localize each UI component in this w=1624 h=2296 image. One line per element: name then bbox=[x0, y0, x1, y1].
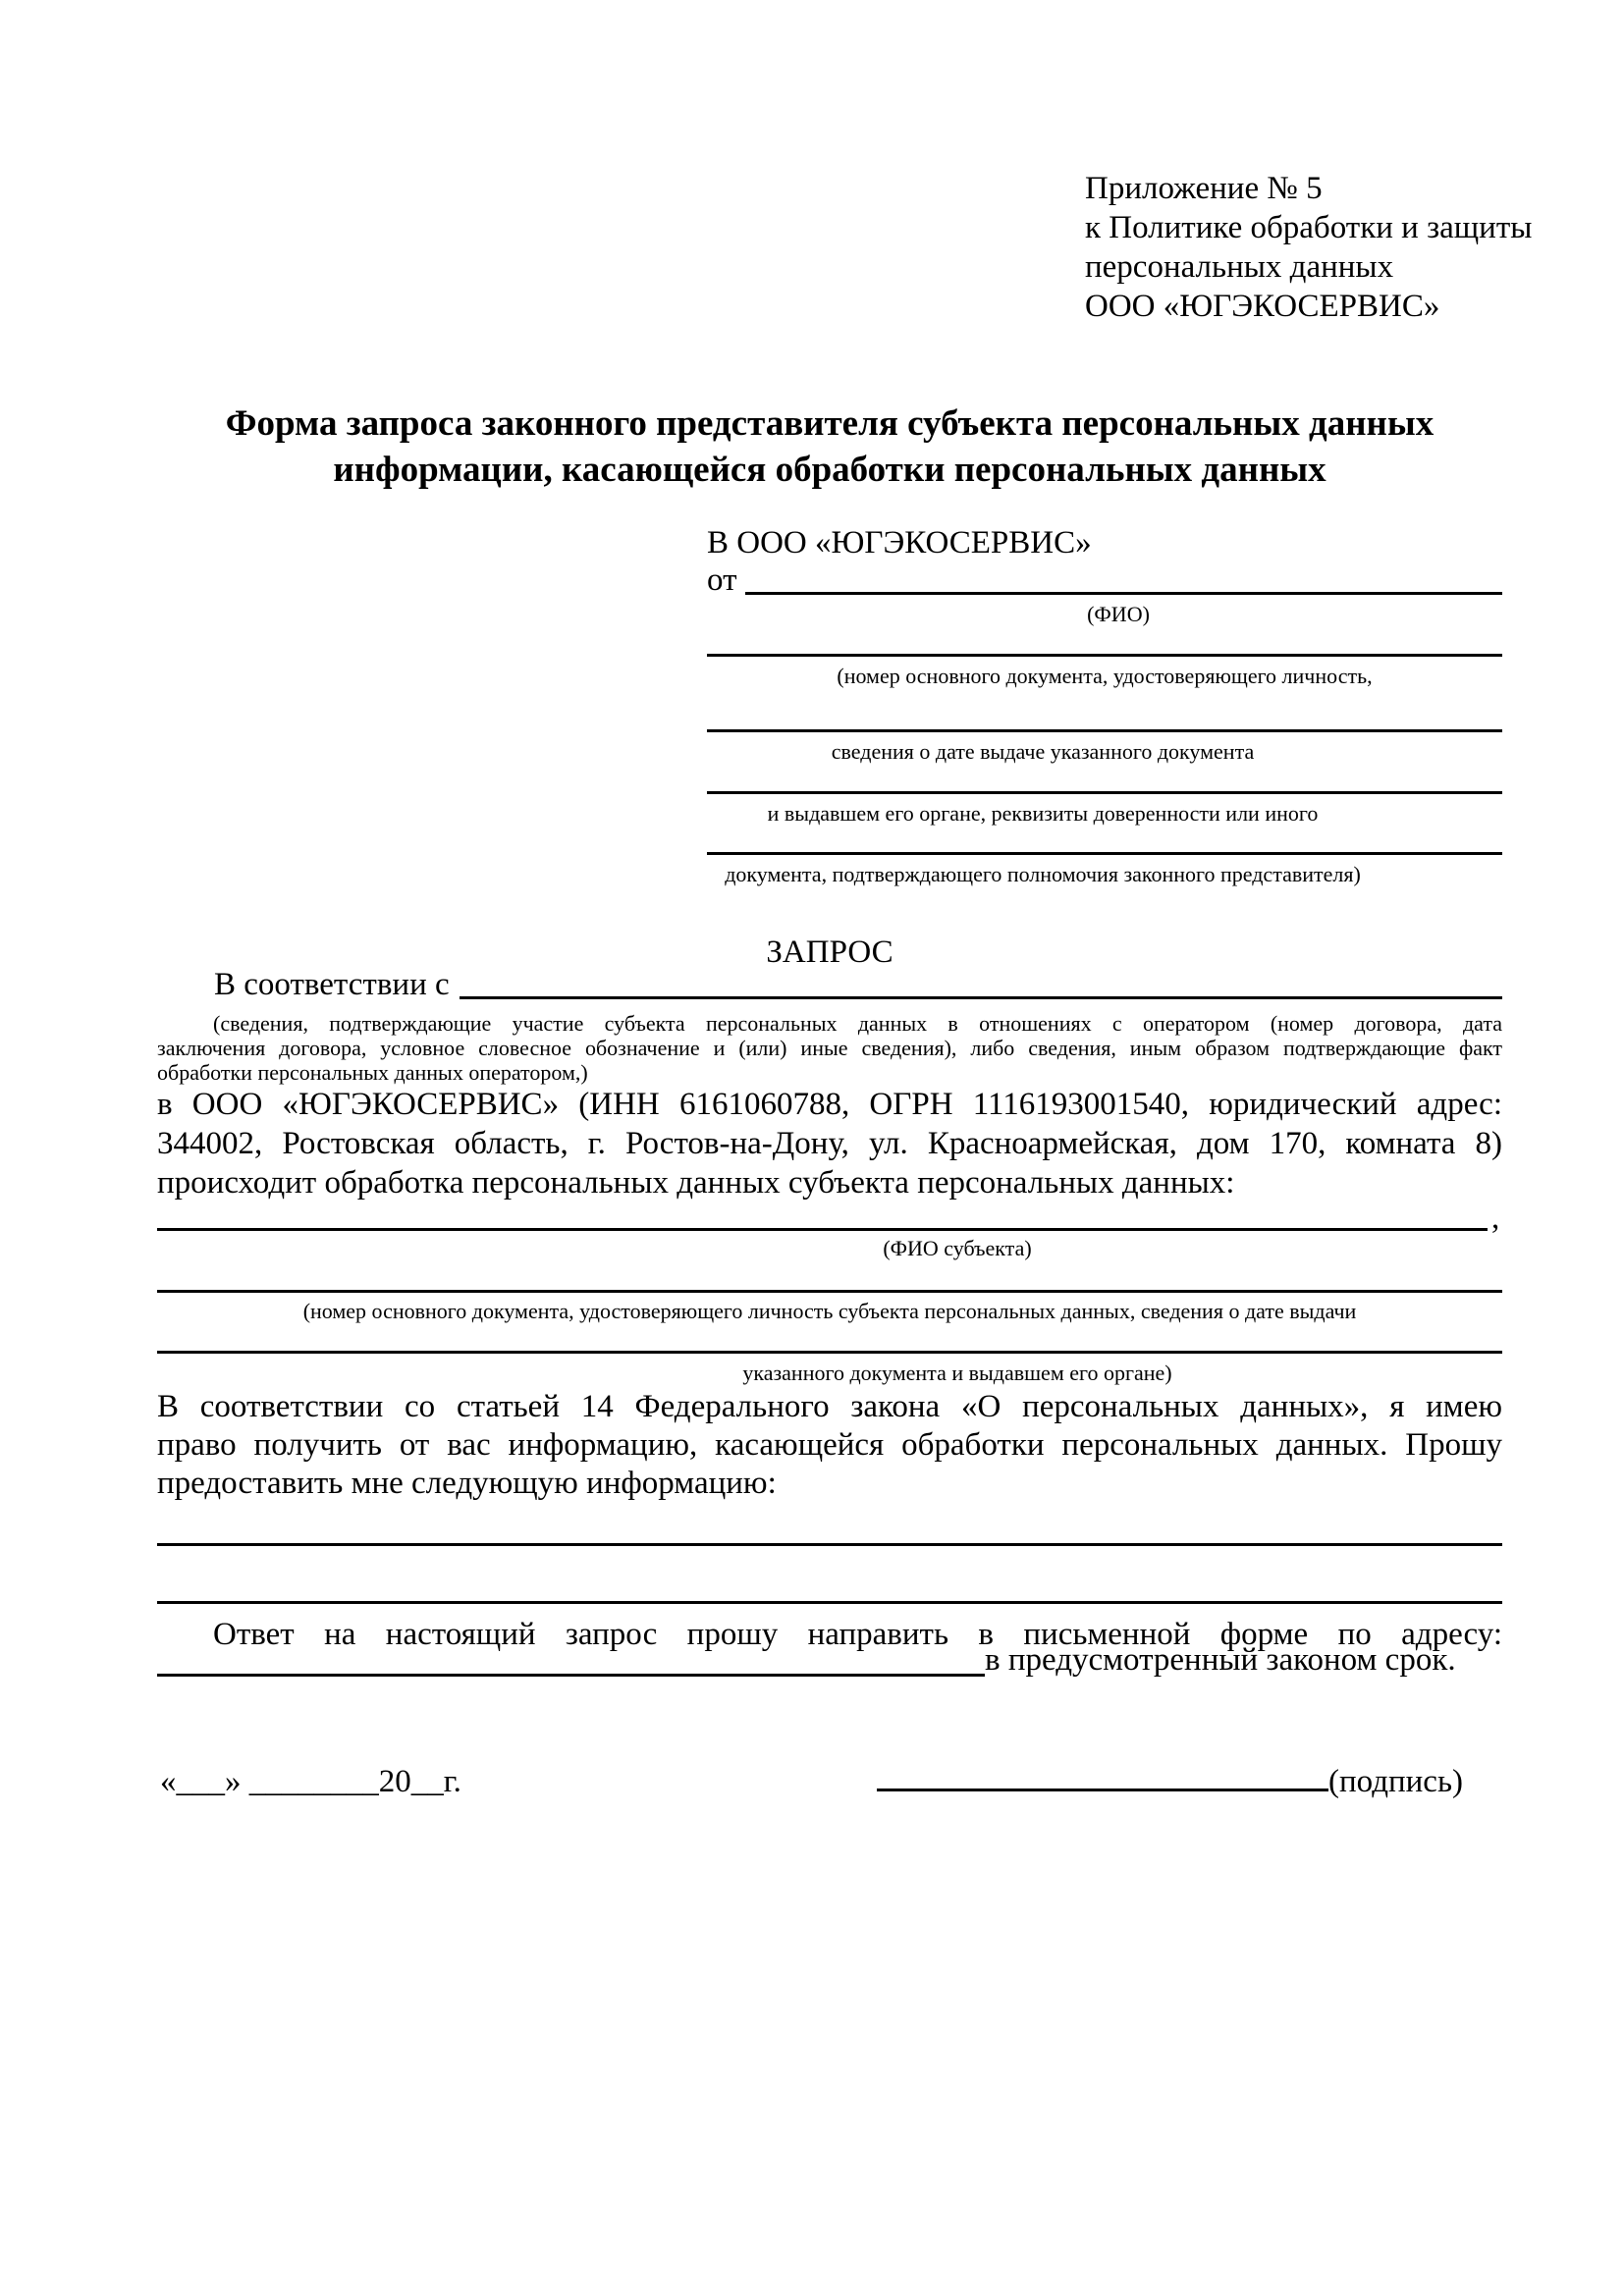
rep-doc-blank-line3 bbox=[707, 791, 1502, 794]
reply-address-blank-line bbox=[157, 1674, 985, 1677]
document-title-line1: Форма запроса законного представителя субъекта персональных данных bbox=[225, 403, 1435, 444]
appendix-policy-line2: персональных данных bbox=[1085, 249, 1394, 285]
from-label: от bbox=[707, 562, 737, 598]
addressee-to: В ООО «ЮГЭКОСЕРВИС» bbox=[707, 525, 1092, 561]
subject-fio-blank-line bbox=[157, 1228, 1488, 1231]
request-heading: ЗАПРОС bbox=[766, 934, 893, 970]
subject-doc-caption2: указанного документа и выдавшем его органе) bbox=[742, 1361, 1172, 1385]
subject-fio-caption: (ФИО субъекта) bbox=[883, 1236, 1032, 1260]
subject-fio-comma: , bbox=[1491, 1201, 1500, 1236]
law-paragraph bbox=[157, 1388, 1502, 1503]
operator-line3: происходит обработка персональных данных субъекта персональных данных: bbox=[157, 1165, 1235, 1201]
rep-doc-blank-line4 bbox=[707, 852, 1502, 855]
signature-caption: (подпись) bbox=[1328, 1764, 1463, 1799]
reply-line: Ответ на настоящий запрос прошу направить в письменной форме по адресу: bbox=[213, 1617, 1502, 1652]
signature-blank-line bbox=[877, 1789, 1328, 1791]
intro-caption-line1: (сведения, подтверждающие участие субъекта персональных данных в отношениях с оператором (номер договора, дата bbox=[213, 1011, 1502, 1036]
rep-doc-caption1: (номер основного документа, удостоверяющего личность, bbox=[837, 664, 1373, 688]
subject-doc-caption1: (номер основного документа, удостоверяющего личность субъекта персональных данных, сведения о дате выдачи bbox=[302, 1299, 1357, 1323]
reply-address-row bbox=[157, 1642, 1502, 1679]
intro-caption-line3: обработки персональных данных оператором,) bbox=[157, 1060, 588, 1085]
reply-tail: в предусмотренный законом срок. bbox=[985, 1642, 1456, 1678]
law-line1: В соответствии со статьей 14 Федерального закона «О персональных данных», я имею bbox=[157, 1389, 1502, 1424]
rep-doc-caption2: сведения о дате выдаче указанного документа bbox=[831, 739, 1255, 764]
rep-doc-caption4: документа, подтверждающего полномочия законного представителя) bbox=[725, 862, 1361, 886]
appendix-policy-line: к Политике обработки и защиты bbox=[1085, 210, 1533, 245]
info-blank-line2 bbox=[157, 1601, 1502, 1604]
appendix-header bbox=[1085, 169, 1537, 326]
rep-doc-blank-line1 bbox=[707, 654, 1502, 657]
from-row bbox=[707, 563, 1502, 599]
document-title-line2: информации, касающейся обработки персональных данных bbox=[333, 450, 1326, 490]
intro-caption-line2: заключения договора, условное словесное обозначение и (или) иные сведения), либо сведения, иным образом подтверждающие факт bbox=[157, 1036, 1502, 1060]
subject-doc-blank-line2 bbox=[157, 1351, 1502, 1354]
intro-label: В соответствии с bbox=[214, 967, 450, 1002]
document-title bbox=[157, 400, 1502, 493]
rep-doc-caption3: и выдавшем его органе, реквизиты доверенности или иного bbox=[767, 801, 1319, 826]
fio-caption: (ФИО) bbox=[1087, 602, 1150, 626]
subject-doc-blank-line1 bbox=[157, 1290, 1502, 1293]
from-blank-line bbox=[745, 592, 1503, 595]
law-line3: предоставить мне следующую информацию: bbox=[157, 1466, 777, 1501]
law-line2: право получить от вас информацию, касающейся обработки персональных данных. Прошу bbox=[157, 1427, 1502, 1463]
appendix-company: ООО «ЮГЭКОСЕРВИС» bbox=[1085, 289, 1440, 324]
operator-line1: в ООО «ЮГЭКОСЕРВИС» (ИНН 6161060788, ОГРН 1116193001540, юридический адрес: bbox=[157, 1087, 1502, 1122]
operator-paragraph bbox=[157, 1085, 1502, 1202]
appendix-number: Приложение № 5 bbox=[1085, 171, 1323, 206]
intro-row bbox=[214, 967, 1502, 1003]
operator-line2: 344002, Ростовская область, г. Ростов-на-Дону, ул. Красноармейская, дом 170, комната 8) bbox=[157, 1126, 1502, 1161]
intro-caption bbox=[157, 1011, 1502, 1085]
date-line: «___» ________20__г. bbox=[160, 1764, 461, 1799]
info-blank-line1 bbox=[157, 1543, 1502, 1546]
intro-blank-line bbox=[460, 996, 1502, 999]
rep-doc-blank-line2 bbox=[707, 729, 1502, 732]
